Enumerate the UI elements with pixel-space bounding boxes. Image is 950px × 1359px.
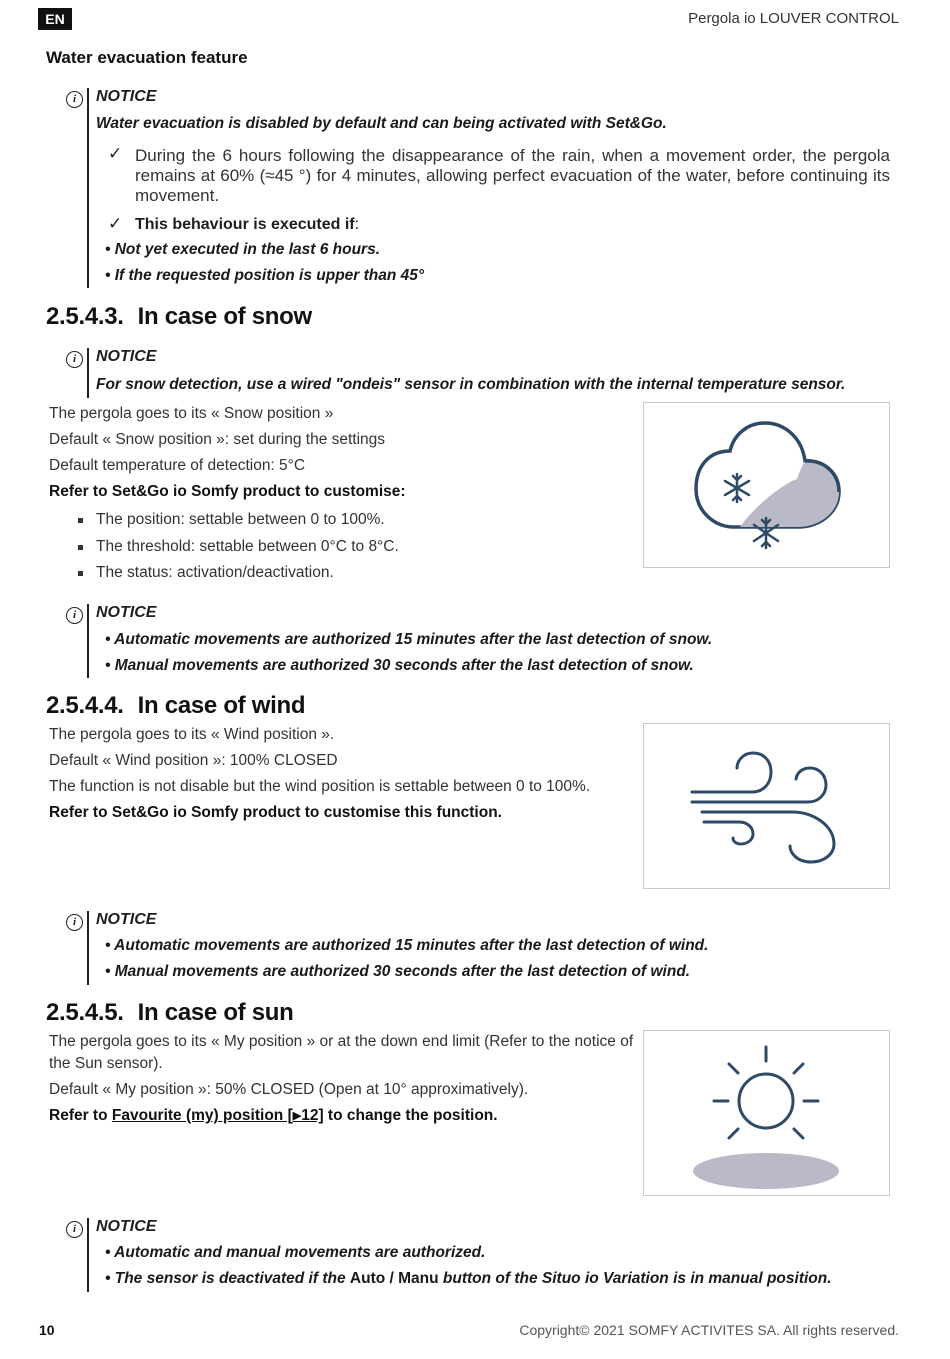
sun-notice-bullet-2: • The sensor is deactivated if the Auto / Manu button of the Situo io Variation is in manual position. (105, 1270, 832, 1287)
snow-notice-text: For snow detection, use a wired "ondeis" sensor in combination with the internal temperature sensor. (96, 376, 846, 393)
notice-title: NOTICE (96, 604, 157, 621)
sun-line-2: Default « My position »: 50% CLOSED (Open at 10° approximatively). (49, 1081, 529, 1098)
water-bullet-1: • Not yet executed in the last 6 hours. (105, 241, 381, 258)
wind-notice-bullet-1: • Automatic movements are authorized 15 minutes after the last detection of wind. (105, 937, 709, 954)
notice-title: NOTICE (96, 88, 157, 105)
snow-item-3: The status: activation/deactivation. (96, 564, 334, 581)
heading-sun: 2.5.4.5. In case of sun (46, 999, 294, 1026)
wind-line-3: The function is not disable but the wind position is settable between 0 to 100%. (49, 778, 591, 795)
document-title: Pergola io LOUVER CONTROL (688, 10, 899, 27)
wind-illustration (643, 723, 890, 889)
water-check-2-bold: This behaviour is executed if (135, 216, 355, 233)
copyright: Copyright© 2021 SOMFY ACTIVITES SA. All rights reserved. (519, 1322, 899, 1338)
snow-notice-bullet-1: • Automatic movements are authorized 15 minutes after the last detection of snow. (105, 631, 713, 648)
heading-wind: 2.5.4.4. In case of wind (46, 692, 306, 719)
info-icon: i (66, 91, 83, 108)
notice-title: NOTICE (96, 348, 157, 365)
sun-refer: Refer to Favourite (my) position [▶12] to change the position. (49, 1107, 498, 1124)
info-icon: i (66, 351, 83, 368)
snow-illustration (643, 402, 890, 568)
snow-item-2: The threshold: settable between 0°C to 8°C. (96, 538, 399, 555)
bullet-square (78, 545, 83, 550)
notice-title: NOTICE (96, 911, 157, 928)
notice-bar (87, 911, 89, 985)
info-icon: i (66, 607, 83, 624)
wind-icon (644, 724, 889, 888)
checkmark-icon: ✓ (108, 144, 123, 163)
section-label: Water evacuation feature (46, 48, 248, 67)
snow-item-1: The position: settable between 0 to 100%. (96, 511, 385, 528)
snow-cloud-icon (644, 403, 889, 567)
info-icon: i (66, 1221, 83, 1238)
notice-bar (87, 88, 89, 288)
sun-notice-bullet-1: • Automatic and manual movements are authorized. (105, 1244, 486, 1261)
snow-line-1: The pergola goes to its « Snow position » (49, 405, 334, 422)
wind-refer: Refer to Set&Go io Somfy product to customise this function. (49, 804, 502, 821)
snow-line-2: Default « Snow position »: set during the settings (49, 431, 386, 448)
notice-bar (87, 348, 89, 398)
language-badge: EN (38, 8, 72, 30)
water-check-2 (135, 216, 359, 234)
wind-notice-bullet-2: • Manual movements are authorized 30 seconds after the last detection of wind. (105, 963, 691, 980)
checkmark-icon: ✓ (108, 214, 123, 233)
snow-refer: Refer to Set&Go io Somfy product to customise: (49, 483, 406, 500)
water-check-2-suffix: : (354, 216, 360, 233)
bullet-square (78, 571, 83, 576)
page-ref-arrow-icon: ▶ (292, 1110, 302, 1122)
snow-notice-bullet-2: • Manual movements are authorized 30 seconds after the last detection of snow. (105, 657, 694, 674)
page-number: 10 (39, 1322, 55, 1338)
water-check-1: During the 6 hours following the disappearance of the rain, when a movement order, the pergola remains at 60% (≈45 °) for 4 minutes, allowing perfect evacuation of the water, before continuing its movement. (135, 146, 890, 205)
sun-line-1b: the Sun sensor). (49, 1055, 163, 1072)
notice-bar (87, 1218, 89, 1292)
favourite-position-link[interactable]: Favourite (my) position [▶12] (111, 1107, 324, 1124)
notice-bar (87, 604, 89, 678)
heading-snow: 2.5.4.3. In case of snow (46, 303, 312, 330)
wind-line-1: The pergola goes to its « Wind position ». (49, 726, 335, 743)
info-icon: i (66, 914, 83, 931)
snow-line-3: Default temperature of detection: 5°C (49, 457, 306, 474)
wind-line-2: Default « Wind position »: 100% CLOSED (49, 752, 338, 769)
bullet-square (78, 518, 83, 523)
sun-illustration (643, 1030, 890, 1196)
sun-line-1a: The pergola goes to its « My position » or at the down end limit (Refer to the notice of (49, 1033, 634, 1050)
notice-title: NOTICE (96, 1218, 157, 1235)
water-bullet-2: • If the requested position is upper than 45° (105, 267, 425, 284)
water-notice-text: Water evacuation is disabled by default and can being activated with Set&Go. (96, 115, 667, 132)
sun-icon (644, 1031, 889, 1195)
